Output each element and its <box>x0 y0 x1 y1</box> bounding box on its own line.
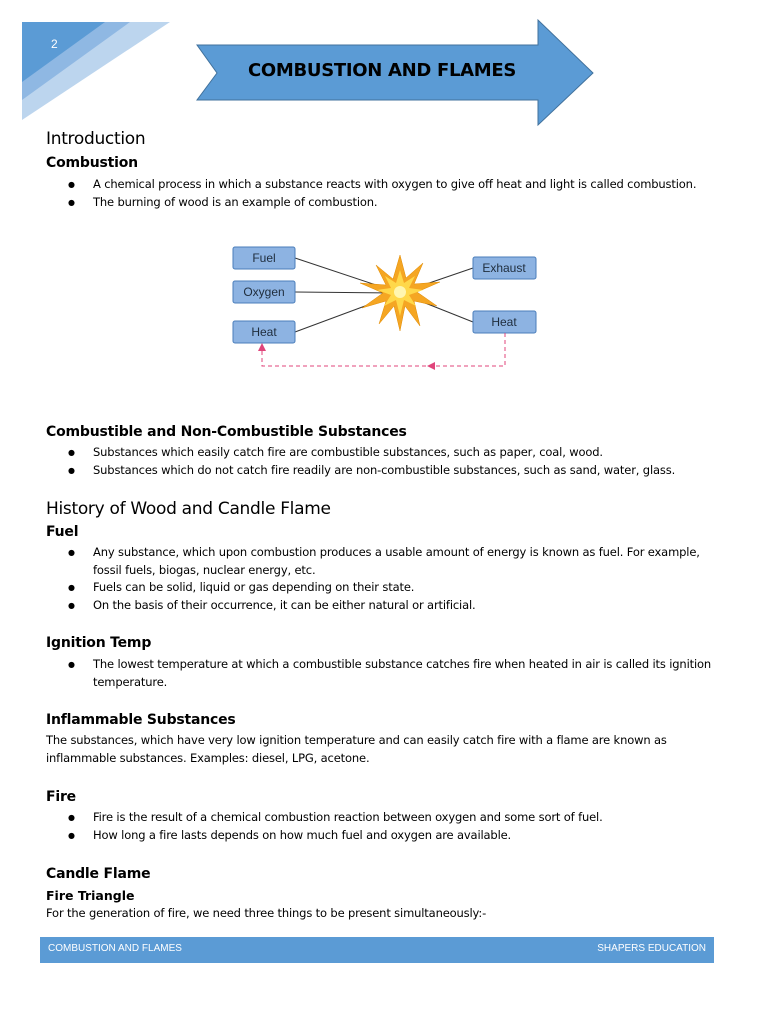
list-item: ● The lowest temperature at which a combustible substance catches fire when heated in air is called its ignition temperature. <box>46 656 726 691</box>
list-item: ● Fire is the result of a chemical combustion reaction between oxygen and some sort of fuel. <box>46 809 726 827</box>
list-item: ● Substances which do not catch fire readily are non-combustible substances, such as sand, water, glass. <box>46 462 726 480</box>
diagram-label-fuel: Fuel <box>252 251 276 265</box>
list-item: ● On the basis of their occurrence, it can be either natural or artificial. <box>46 597 726 615</box>
list-item: ● Any substance, which upon combustion produces a usable amount of energy is known as fuel. For example, fossil fuels, biogas, nuclear energy, etc. <box>46 544 726 579</box>
ignition-heading: Ignition Temp <box>46 635 152 651</box>
diagram-label-heat-input: Heat <box>251 325 277 339</box>
introduction-heading: Introduction <box>46 129 146 149</box>
candle-text: For the generation of fire, we need three things to be present simultaneously:- <box>46 906 487 920</box>
fuel-bullets <box>46 544 726 614</box>
candle-flame-heading: Candle Flame <box>46 866 151 882</box>
list-item: ● How long a fire lasts depends on how much fuel and oxygen are available. <box>46 827 726 845</box>
inflammable-text: The substances, which have very low ignition temperature and can easily catch fire with a flame are known as inflammable substances. Examples: diesel, LPG, acetone. <box>46 733 667 765</box>
ignition-bullets <box>46 656 726 691</box>
page-title: COMBUSTION AND FLAMES <box>247 60 517 81</box>
combustion-diagram <box>225 238 545 378</box>
diagram-box-fuel <box>233 247 295 269</box>
footer-right-label: SHAPERS EDUCATION <box>597 943 706 954</box>
fire-bullets <box>46 809 726 844</box>
diagram-box-heat-input <box>233 321 295 343</box>
footer-bar <box>40 937 714 963</box>
diagram-label-heat-output: Heat <box>491 315 517 329</box>
combustible-heading: Combustible and Non-Combustible Substances <box>46 424 407 440</box>
fire-heading: Fire <box>46 789 76 805</box>
combustible-bullets <box>46 444 726 479</box>
combustion-bullets <box>46 176 726 211</box>
diagram-box-exhaust <box>473 257 536 279</box>
diagram-box-oxygen <box>233 281 295 303</box>
inflammable-heading: Inflammable Substances <box>46 712 236 728</box>
list-item: ● A chemical process in which a substance reacts with oxygen to give off heat and light is called combustion. <box>46 176 726 194</box>
fuel-heading: Fuel <box>46 524 79 540</box>
corner-decoration <box>0 0 200 130</box>
diagram-label-oxygen: Oxygen <box>243 285 285 299</box>
diagram-box-heat-output <box>473 311 536 333</box>
list-item: ● Substances which easily catch fire are combustible substances, such as paper, coal, wood. <box>46 444 726 462</box>
fire-triangle-heading: Fire Triangle <box>46 888 135 903</box>
footer-left-label: COMBUSTION AND FLAMES <box>48 943 182 954</box>
history-heading: History of Wood and Candle Flame <box>46 499 331 519</box>
diagram-label-exhaust: Exhaust <box>482 261 526 275</box>
list-item: ● The burning of wood is an example of combustion. <box>46 194 726 212</box>
combustion-heading: Combustion <box>46 155 138 171</box>
list-item: ● Fuels can be solid, liquid or gas depending on their state. <box>46 579 726 597</box>
page-number: 2 <box>51 37 58 51</box>
